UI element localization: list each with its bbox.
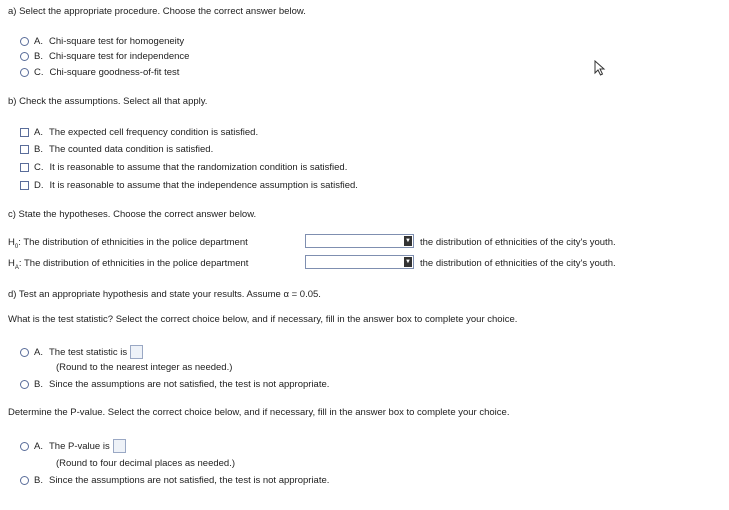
test-statistic-option-a[interactable]: [20, 345, 143, 359]
alternative-hypothesis-dropdown[interactable]: [305, 255, 414, 269]
part-b-option-d[interactable]: [20, 180, 358, 191]
mouse-cursor-icon: [594, 60, 606, 76]
option-text: It is reasonable to assume that the independence assumption is satisfied.: [49, 180, 358, 191]
checkbox[interactable]: [20, 163, 29, 172]
radio-button[interactable]: [20, 37, 29, 46]
option-text: Since the assumptions are not satisfied, the test is not appropriate.: [48, 379, 330, 390]
test-statistic-hint: (Round to the nearest integer as needed.): [56, 362, 233, 373]
radio-button[interactable]: [20, 68, 29, 77]
option-text: Chi-square goodness-of-fit test: [49, 67, 180, 78]
null-hypothesis-dropdown[interactable]: [305, 234, 414, 248]
option-text: The P-value is: [48, 440, 110, 452]
part-b-question: b) Check the assumptions. Select all that apply.: [8, 96, 208, 107]
option-letter: B.: [34, 379, 43, 390]
dropdown-arrow-icon: ▼: [405, 238, 411, 244]
option-letter: A.: [34, 346, 43, 358]
option-text: Chi-square test for independence: [48, 51, 190, 62]
dropdown-arrow-icon: ▼: [405, 259, 411, 265]
option-text: It is reasonable to assume that the randomization condition is satisfied.: [49, 162, 348, 173]
option-letter: B.: [34, 475, 43, 486]
radio-button[interactable]: [20, 380, 29, 389]
option-letter: A.: [34, 36, 43, 47]
checkbox[interactable]: [20, 181, 29, 190]
null-hypothesis-suffix: the distribution of ethnicities of the city's youth.: [420, 237, 616, 248]
radio-button[interactable]: [20, 348, 29, 357]
option-letter: A.: [34, 440, 43, 452]
part-d-question: d) Test an appropriate hypothesis and state your results. Assume α = 0.05.: [8, 289, 321, 300]
option-letter: D.: [34, 180, 44, 191]
option-text: The test statistic is: [48, 346, 128, 358]
p-value-option-a[interactable]: [20, 439, 126, 453]
option-letter: A.: [34, 127, 43, 138]
option-letter: B.: [34, 51, 43, 62]
alternative-hypothesis-suffix: the distribution of ethnicities of the city's youth.: [420, 258, 616, 269]
part-b-option-a[interactable]: [20, 127, 258, 138]
checkbox[interactable]: [20, 128, 29, 137]
option-text: Since the assumptions are not satisfied, the test is not appropriate.: [48, 475, 330, 486]
part-a-option-a[interactable]: [20, 36, 184, 47]
p-value-option-b[interactable]: [20, 475, 329, 486]
null-hypothesis-label: $H_0$: The distribution of ethnicities in the police department: [8, 237, 248, 250]
p-value-answer-box[interactable]: [113, 439, 126, 453]
option-letter: C.: [34, 162, 44, 173]
option-letter: B.: [34, 144, 43, 155]
part-a-question: a) Select the appropriate procedure. Choose the correct answer below.: [8, 6, 306, 17]
checkbox[interactable]: [20, 145, 29, 154]
part-a-option-c[interactable]: [20, 67, 179, 78]
part-a-option-b[interactable]: [20, 51, 189, 62]
p-value-prompt: Determine the P-value. Select the correct choice below, and if necessary, fill in the answer box to complete your choice.: [8, 407, 510, 418]
test-statistic-option-b[interactable]: [20, 379, 329, 390]
part-b-option-b[interactable]: [20, 144, 213, 155]
option-text: The expected cell frequency condition is satisfied.: [48, 127, 259, 138]
alternative-hypothesis-label: $H_A$: The distribution of ethnicities in the police department: [8, 258, 249, 271]
option-text: Chi-square test for homogeneity: [48, 36, 185, 47]
radio-button[interactable]: [20, 442, 29, 451]
test-statistic-prompt: What is the test statistic? Select the correct choice below, and if necessary, fill in the answer box to complete your choice.: [8, 314, 518, 325]
p-value-hint: (Round to four decimal places as needed.): [56, 458, 236, 469]
radio-button[interactable]: [20, 476, 29, 485]
option-letter: C.: [34, 67, 44, 78]
radio-button[interactable]: [20, 52, 29, 61]
part-b-option-c[interactable]: [20, 162, 347, 173]
test-statistic-answer-box[interactable]: [130, 345, 143, 359]
part-c-question: c) State the hypotheses. Choose the correct answer below.: [8, 209, 257, 220]
option-text: The counted data condition is satisfied.: [48, 144, 214, 155]
